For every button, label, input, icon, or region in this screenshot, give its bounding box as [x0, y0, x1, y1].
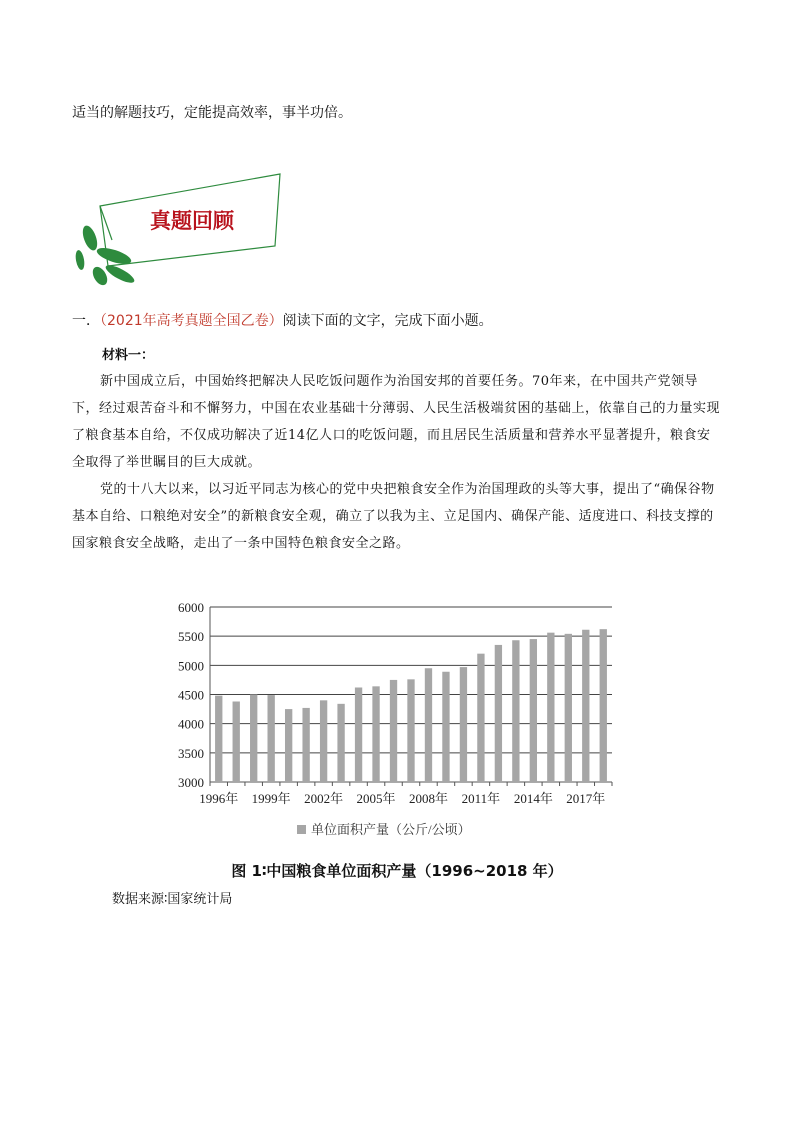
question-instruction: 阅读下面的文字，完成下面小题。 — [282, 313, 493, 329]
x-tick-label: 1996年 — [199, 791, 239, 806]
bar — [530, 639, 537, 782]
x-tick-label: 2008年 — [408, 791, 448, 806]
data-source: 数据来源∶国家统计局 — [112, 892, 233, 907]
y-tick-label: 6000 — [178, 600, 204, 615]
question-line — [72, 310, 493, 330]
intro-text: 适当的解题技巧，定能提高效率，事半功倍。 — [72, 105, 352, 121]
bar-chart — [160, 592, 630, 847]
bar — [250, 695, 257, 783]
bar — [268, 695, 275, 782]
bar — [547, 633, 554, 782]
y-tick-label: 5500 — [178, 629, 204, 645]
bar — [425, 668, 432, 782]
legend-label: 单位面积产量（公斤/公顷） — [311, 822, 471, 837]
question-number: 一． — [72, 313, 100, 329]
bar — [460, 667, 467, 782]
bar — [565, 634, 572, 782]
figure-caption: 图 1∶中国粮食单位面积产量（1996~2018 年） — [231, 862, 563, 880]
bar — [372, 686, 379, 782]
x-tick-label: 1999年 — [251, 791, 291, 806]
bar — [582, 630, 589, 782]
material-body — [72, 368, 722, 557]
banner-title: 真题回顾 — [150, 208, 234, 233]
material-title: 材料一： — [102, 348, 155, 363]
bar — [320, 700, 327, 782]
bar — [442, 672, 449, 782]
bar — [407, 679, 414, 782]
x-tick-label: 2002年 — [304, 791, 344, 806]
leaf-icon — [80, 224, 100, 253]
x-tick-label: 2005年 — [356, 791, 396, 806]
material-paragraph: 党的十八大以来，以习近平同志为核心的党中央把粮食安全作为治国理政的头等大事，提出了“确保谷物基本自给、口粮绝对安全”的新粮食安全观，确立了以我为主、立足国内、确保产能、适度进口、科技支撑的国家粮食安全战略，走出了一条中国特色粮食安全之路。 — [72, 482, 715, 551]
legend-swatch — [297, 825, 306, 834]
bar — [477, 654, 484, 782]
bar — [495, 645, 502, 782]
bar — [215, 696, 222, 782]
bar — [285, 709, 292, 782]
question-source: （2021年高考真题全国乙卷） — [100, 313, 283, 329]
bar — [512, 640, 519, 782]
x-tick-label: 2011年 — [461, 791, 501, 806]
bar — [337, 704, 344, 782]
bar — [233, 702, 240, 783]
y-tick-label: 4000 — [178, 716, 204, 732]
bar — [302, 708, 309, 782]
y-tick-label: 5000 — [178, 658, 204, 674]
bar — [600, 629, 607, 782]
x-tick-label: 2017年 — [566, 791, 606, 806]
leaf-icon — [104, 262, 137, 286]
yield-chart — [160, 592, 630, 847]
bar — [390, 680, 397, 782]
y-tick-label: 3000 — [178, 775, 204, 790]
y-tick-label: 3500 — [178, 745, 204, 761]
material-paragraph: 新中国成立后，中国始终把解决人民吃饭问题作为治国安邦的首要任务。70年来，在中国共产党领导下，经过艰苦奋斗和不懈努力，中国在农业基础十分薄弱、人民生活极端贫困的基础上，依靠自己的力量实现了粮食基本自给，不仅成功解决了近14亿人口的吃饭问题，而且居民生活质量和营养水平显著提升，粮食安全取得了举世瞩目的巨大成就。 — [72, 374, 721, 470]
leaf-icon — [74, 249, 85, 270]
section-banner — [70, 168, 290, 288]
y-tick-label: 4500 — [178, 687, 204, 703]
x-tick-label: 2014年 — [513, 791, 553, 806]
bar — [355, 688, 362, 783]
banner-graphic — [70, 168, 290, 288]
